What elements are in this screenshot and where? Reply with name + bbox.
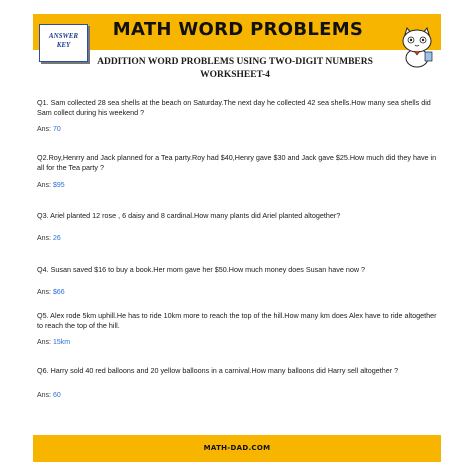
answer-label: Ans: [37, 392, 52, 399]
worksheet-page [33, 14, 441, 462]
question-item [37, 265, 437, 296]
answer-value: 60 [52, 392, 61, 399]
question-text: Q5. Alex rode 5km uphill.He has to ride 10km more to reach the top of the hill.How many km does Alex have to ride altogether to reach the top of the hill. [37, 311, 437, 330]
answer-label: Ans: [37, 235, 52, 242]
answer-line [37, 391, 61, 401]
answer-line [37, 181, 65, 191]
answer-line [37, 234, 61, 244]
subtitle-line1: ADDITION WORD PROBLEMS USING TWO-DIGIT NUMBERS [97, 57, 373, 67]
answer-line [37, 338, 70, 348]
cat-mascot-icon [395, 24, 439, 68]
worksheet-subtitle [85, 56, 385, 82]
answer-line [37, 288, 65, 298]
subtitle-line2: WORKSHEET-4 [200, 70, 270, 80]
answer-key-badge [39, 24, 88, 62]
answer-label: Ans: [37, 289, 52, 296]
answer-line [37, 125, 61, 135]
answer-value: 26 [52, 235, 61, 242]
answer-value: $66 [52, 289, 65, 296]
answer-label: Ans: [37, 126, 52, 133]
question-text: Q3. Ariel planted 12 rose , 6 daisy and 8 cardinal.How many plants did Ariel planted altogether? [37, 211, 341, 220]
question-text: Q1. Sam collected 28 sea shells at the beach on Saturday.The next day he collected 42 sea shells.How many sea shells did Sam collect during his weekend ? [37, 98, 431, 117]
footer-banner [33, 435, 441, 462]
answer-key-line1: ANSWER [48, 32, 79, 40]
question-item [37, 366, 437, 399]
question-item [37, 98, 437, 133]
answer-value: 70 [52, 126, 61, 133]
question-text: Q2.Roy,Henrry and Jack planned for a Tea party.Roy had $40,Henry gave $30 and Jack gave $25.How much did they have in all for the Tea party ? [37, 153, 437, 172]
question-text: Q6. Harry sold 40 red balloons and 20 yellow balloons in a carnival.How many balloons did Harry sell altogether ? [37, 366, 399, 375]
question-item [37, 311, 437, 346]
page-title: MATH WORD PROBLEMS [112, 19, 364, 40]
answer-label: Ans: [37, 182, 52, 189]
header-banner [33, 14, 441, 50]
question-item [37, 211, 437, 242]
question-text: Q4. Susan saved $16 to buy a book.Her mom gave her $50.How much money does Susan have now ? [37, 265, 366, 274]
answer-value: 15km [52, 339, 71, 346]
answer-label: Ans: [37, 339, 52, 346]
question-item [37, 153, 437, 189]
footer-site-name: MATH-DAD.COM [203, 444, 271, 452]
answer-key-line2: KEY [56, 41, 71, 49]
answer-value: $95 [52, 182, 65, 189]
